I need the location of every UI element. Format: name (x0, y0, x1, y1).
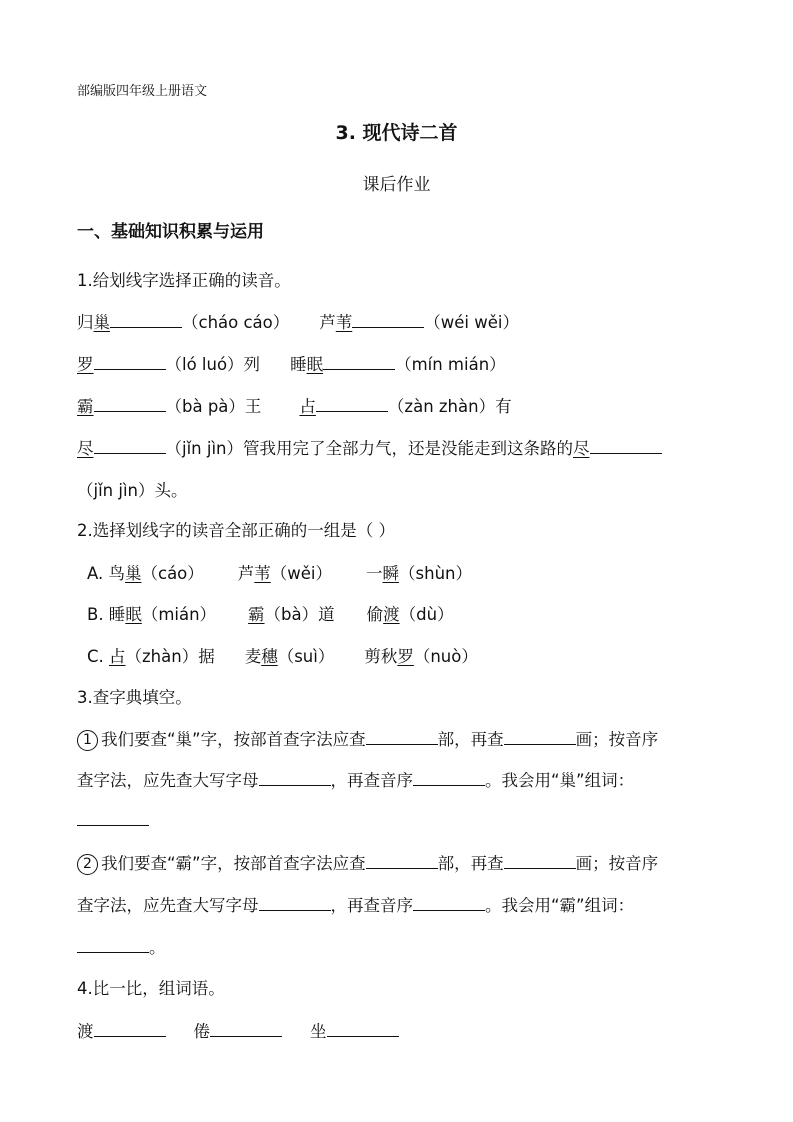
answer-blank[interactable] (323, 353, 395, 370)
option-label: C. (87, 647, 110, 666)
q1-pinyin: （wéi wěi） (424, 313, 519, 332)
q2-pinyin: （dù） (399, 605, 454, 624)
q3-text: 。我会用“巢”组词： (485, 771, 635, 790)
circled-number-2: 2 (77, 854, 98, 875)
q2-underlined-char: 霸 (248, 605, 265, 624)
q2-text: 偷 (366, 605, 384, 624)
q1-text: 归 (77, 313, 94, 332)
q1-pinyin: （ló luó）列 (165, 355, 261, 374)
q1-sentence: （jǐn jìn）管我用完了全部力气，还是没能走到这条路的 (165, 439, 573, 458)
q2-pinyin: （shùn） (399, 564, 472, 583)
answer-blank[interactable] (259, 894, 331, 911)
q4-row (77, 1018, 399, 1042)
answer-blank[interactable] (94, 395, 166, 412)
q1-pinyin: （zàn zhàn）有 (387, 397, 512, 416)
q2-underlined-char: 罗 (397, 647, 414, 666)
q2-option-a[interactable] (87, 560, 472, 584)
q2-underlined-char: 苇 (254, 564, 271, 583)
q1-underlined-char: 尽 (77, 439, 94, 458)
q3-text: 。 (149, 938, 166, 957)
q1-row3 (77, 393, 512, 417)
q1-underlined-char: 尽 (573, 439, 590, 458)
q3-text: 画；按音序 (575, 730, 659, 749)
q3-text: 我们要查“巢”字，按部首查字法应查 (101, 730, 366, 749)
q2-pinyin: （nuò） (413, 647, 478, 666)
q2-pinyin: （suì） (277, 647, 335, 666)
q1-row2 (77, 351, 506, 375)
q2-pinyin: （zhàn）据 (125, 647, 215, 666)
answer-blank[interactable] (94, 437, 166, 454)
answer-blank[interactable] (77, 936, 149, 953)
q3-text: 部，再查 (437, 730, 504, 749)
q2-stem: 2.选择划线字的读音全部正确的一组是（ ） (77, 521, 395, 540)
q4-char: 倦 (193, 1022, 210, 1041)
q1-pinyin: （mín mián） (395, 355, 506, 374)
answer-blank[interactable] (94, 1020, 166, 1037)
q1-text: 睡 (290, 355, 307, 374)
q1-underlined-char: 占 (299, 397, 316, 416)
q2-underlined-char: 穗 (261, 647, 278, 666)
q2-underlined-char: 瞬 (382, 564, 400, 583)
q1-underlined-char: 霸 (77, 397, 94, 416)
q2-underlined-char: 占 (109, 647, 126, 666)
q2-text: 芦 (237, 564, 255, 583)
answer-blank[interactable] (352, 311, 424, 328)
q2-pinyin: （wěi） (270, 564, 333, 583)
q2-text: 剪秋 (364, 647, 398, 666)
q1-row4 (77, 435, 662, 459)
q2-underlined-char: 渡 (383, 605, 400, 624)
q2-pinyin: （mián） (141, 605, 217, 624)
q1-text: 芦 (319, 313, 336, 332)
q1-underlined-char: 巢 (93, 313, 110, 332)
q2-option-c[interactable] (87, 643, 478, 667)
q3-text: 查字法，应先查大写字母 (77, 896, 259, 915)
q1-row5: （jǐn jìn）头。 (77, 481, 188, 500)
answer-blank[interactable] (259, 769, 331, 786)
q3-line6 (77, 934, 166, 958)
answer-blank[interactable] (210, 1020, 282, 1037)
q3-line5 (77, 892, 634, 916)
answer-blank[interactable] (413, 894, 485, 911)
option-label: B. 睡 (87, 605, 126, 624)
q3-text: 。我会用“霸”组词： (485, 896, 635, 915)
q2-pinyin: （bà）道 (264, 605, 335, 624)
answer-blank[interactable] (590, 437, 662, 454)
page-title: 3. 现代诗二首 (335, 122, 458, 144)
answer-blank[interactable] (504, 852, 576, 869)
q4-char: 坐 (310, 1022, 327, 1041)
q2-option-b[interactable] (87, 601, 454, 625)
q3-line3 (77, 809, 149, 830)
q1-underlined-char: 罗 (77, 355, 94, 374)
answer-blank[interactable] (110, 311, 182, 328)
q1-pinyin: （cháo cáo） (182, 313, 290, 332)
circled-number-1: 1 (77, 730, 98, 751)
q2-underlined-char: 巢 (125, 564, 142, 583)
answer-blank[interactable] (94, 353, 166, 370)
q2-text: 一 (366, 564, 383, 583)
answer-blank[interactable] (413, 769, 485, 786)
answer-blank[interactable] (77, 809, 149, 826)
q3-text: ，再查音序 (330, 896, 413, 915)
q3-line4 (77, 850, 658, 875)
q1-underlined-char: 眠 (306, 355, 324, 374)
answer-blank[interactable] (316, 395, 388, 412)
q3-text: 查字法，应先查大写字母 (77, 771, 259, 790)
q2-text: 麦 (244, 647, 262, 666)
q3-line1 (77, 726, 658, 751)
q2-pinyin: （cáo） (141, 564, 204, 583)
q3-text: ，再查音序 (330, 771, 413, 790)
q3-text: 部，再查 (437, 854, 504, 873)
q4-char: 渡 (77, 1022, 94, 1041)
q3-stem: 3.查字典填空。 (77, 688, 192, 707)
q1-underlined-char: 苇 (335, 313, 353, 332)
q3-line2 (77, 767, 634, 791)
q1-pinyin: （bà pà）王 (165, 397, 262, 416)
q3-text: 画；按音序 (575, 854, 659, 873)
q3-text: 我们要查“霸”字，按部首查字法应查 (101, 854, 366, 873)
answer-blank[interactable] (366, 728, 438, 745)
q2-underlined-char: 眠 (125, 605, 142, 624)
q4-stem: 4.比一比，组词语。 (77, 979, 225, 998)
option-label: A. 鸟 (87, 564, 125, 583)
q1-row1 (77, 309, 519, 333)
page-subtitle: 课后作业 (362, 175, 431, 195)
q1-stem: 1.给划线字选择正确的读音。 (77, 271, 291, 290)
header-text: 部编版四年级上册语文 (77, 84, 208, 99)
answer-blank[interactable] (366, 852, 438, 869)
answer-blank[interactable] (327, 1020, 399, 1037)
section-heading: 一、基础知识积累与运用 (77, 222, 264, 242)
answer-blank[interactable] (504, 728, 576, 745)
